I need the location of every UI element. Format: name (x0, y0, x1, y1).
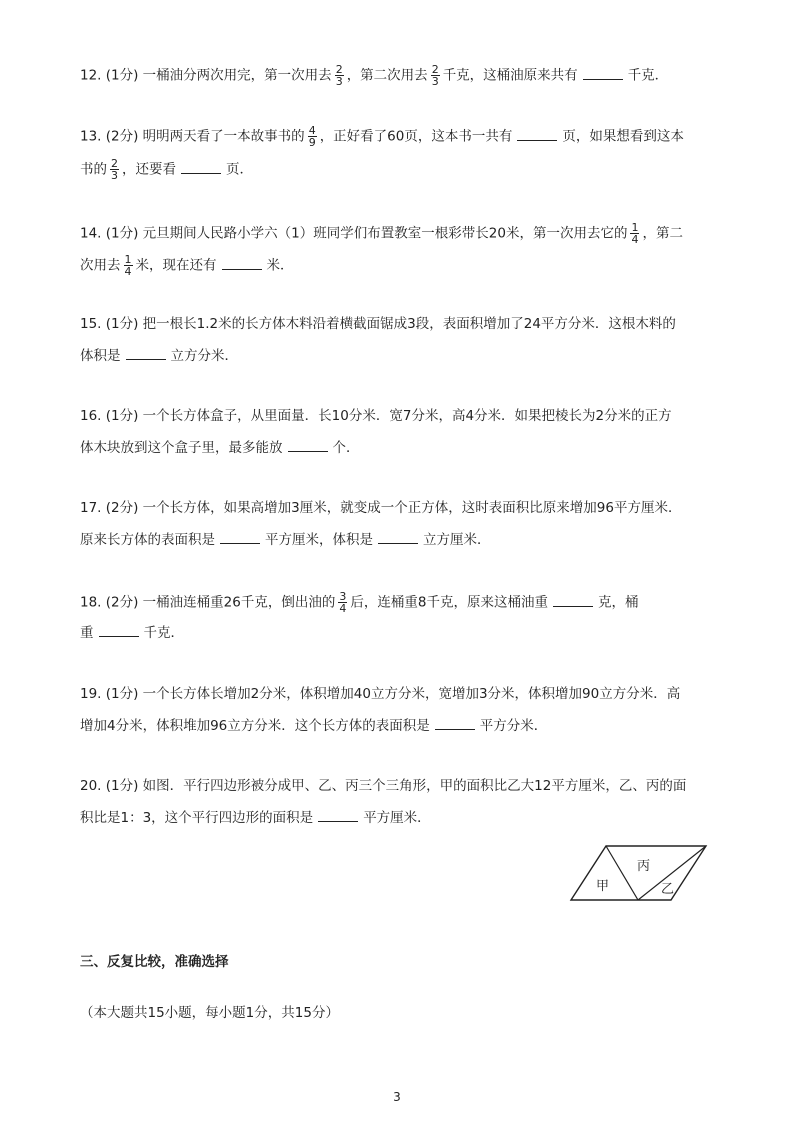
label-yi: 乙 (661, 882, 675, 897)
q19-text-c: 平方分米． (479, 718, 548, 734)
fraction (124, 254, 133, 277)
question-18-line2 (80, 623, 184, 643)
section-title (80, 952, 229, 972)
q13-text-f: 页． (226, 161, 253, 178)
answer-blank[interactable] (318, 809, 358, 822)
denominator: 9 (308, 136, 316, 149)
q12-text-a: 12. (1分) 一桶油分两次用完，第一次用去 (80, 67, 332, 84)
fraction (335, 64, 344, 87)
question-15-line2 (80, 346, 238, 366)
q18-text-d: 重 (80, 625, 94, 641)
q20-text-c: 平方厘米． (363, 810, 431, 826)
fraction (338, 591, 347, 614)
numerator: 2 (111, 157, 118, 170)
question-18-line1 (80, 591, 638, 614)
section-3-note: （本大题共15小题，每小题1分，共15分） (80, 1005, 339, 1021)
question-17-line2 (80, 530, 491, 550)
label-bing: 丙 (637, 859, 651, 874)
question-20-line2 (80, 808, 431, 828)
q18-text-e: 千克． (143, 625, 184, 641)
fraction (110, 158, 119, 181)
question-19-line2 (80, 716, 547, 736)
q14-text-d: 米，现在还有 (135, 257, 217, 274)
question-13-line1 (80, 125, 684, 148)
divider-line-1 (606, 846, 638, 900)
q13-text-c: 页，如果想看到这本 (562, 128, 684, 145)
q15-text-b: 体积是 (80, 348, 121, 364)
answer-blank[interactable] (126, 347, 166, 360)
answer-blank[interactable] (181, 161, 221, 174)
q15-text-a: 15. (1分) 把一根长1.2米的长方体木料沿着横截面锯成3段，表面积增加了24平方分米．这根木料的 (80, 316, 676, 332)
q13-text-d: 书的 (80, 161, 107, 178)
answer-blank[interactable] (99, 624, 139, 637)
answer-blank[interactable] (222, 257, 262, 270)
numerator: 2 (335, 63, 343, 76)
fraction (630, 222, 639, 245)
answer-blank[interactable] (378, 531, 418, 544)
question-13-line2 (80, 158, 253, 181)
numerator: 3 (339, 590, 347, 603)
q14-text-b: ，第二 (642, 225, 683, 242)
parallelogram-figure (566, 842, 714, 904)
question-14-line2 (80, 254, 294, 277)
section-3-title: 三、反复比较，准确选择 (80, 954, 229, 970)
question-16-line2 (80, 438, 360, 458)
q12-text-d: 千克． (627, 67, 669, 84)
fraction (308, 125, 317, 148)
fraction (431, 64, 440, 87)
q20-text-b: 积比是1：3，这个平行四边形的面积是 (80, 810, 314, 826)
denominator: 3 (111, 169, 118, 182)
numerator: 4 (308, 124, 316, 137)
answer-blank[interactable] (220, 531, 260, 544)
denominator: 3 (335, 75, 343, 88)
answer-blank[interactable] (517, 128, 557, 141)
denominator: 3 (431, 75, 439, 88)
answer-blank[interactable] (288, 439, 328, 452)
q13-text-e: ，还要看 (122, 161, 176, 178)
q14-text-e: 米． (266, 257, 294, 274)
page-number: 3 (393, 1090, 401, 1104)
denominator: 4 (631, 233, 639, 246)
question-20-line1 (80, 776, 686, 796)
label-jia: 甲 (596, 879, 610, 894)
q16-text-c: 个． (332, 440, 360, 456)
q17-text-c: 平方厘米，体积是 (265, 532, 373, 548)
q18-text-c: 克，桶 (597, 594, 639, 611)
q17-text-b: 原来长方体的表面积是 (80, 532, 215, 548)
denominator: 4 (124, 265, 132, 278)
section-note (80, 1003, 339, 1023)
q16-text-a: 16. (1分) 一个长方体盒子，从里面量．长10分米．宽7分米，高4分米．如果把棱长为2分米的正方 (80, 408, 672, 424)
q19-text-a: 19. (1分) 一个长方体长增加2分米，体积增加40立方分米，宽增加3分米，体积增加90立方分米．高 (80, 686, 681, 702)
q18-text-a: 18. (2分) 一桶油连桶重26千克，倒出油的 (80, 594, 336, 611)
q19-text-b: 增加4分米，体积堆加96立方分米．这个长方体的表面积是 (80, 718, 430, 734)
answer-blank[interactable] (553, 594, 593, 607)
q12-text-b: ，第二次用去 (346, 67, 428, 84)
numerator: 2 (431, 63, 439, 76)
q18-text-b: 后，连桶重8千克，原来这桶油重 (350, 594, 548, 611)
q15-text-c: 立方分米． (170, 348, 238, 364)
q17-text-d: 立方厘米． (423, 532, 491, 548)
question-16-line1 (80, 406, 672, 426)
answer-blank[interactable] (435, 717, 475, 730)
question-14-line1 (80, 222, 683, 245)
numerator: 1 (124, 253, 132, 266)
q13-text-a: 13. (2分) 明明两天看了一本故事书的 (80, 128, 305, 145)
denominator: 4 (339, 602, 347, 615)
q12-text-c: 千克，这桶油原来共有 (442, 67, 578, 84)
q16-text-b: 体木块放到这个盒子里，最多能放 (80, 440, 283, 456)
answer-blank[interactable] (583, 67, 623, 80)
question-17-line1 (80, 498, 681, 518)
question-19-line1 (80, 684, 680, 704)
q13-text-b: ，正好看了60页，这本书一共有 (319, 128, 513, 145)
q17-text-a: 17. (2分) 一个长方体，如果高增加3厘米，就变成一个正方体，这时表面积比原来增加96平方厘米． (80, 500, 682, 516)
q14-text-c: 次用去 (80, 257, 121, 274)
question-15-line1 (80, 314, 676, 334)
q20-text-a: 20. (1分) 如图．平行四边形被分成甲、乙、丙三个三角形，甲的面积比乙大12平方厘米，乙、丙的面 (80, 778, 687, 794)
numerator: 1 (631, 221, 639, 234)
q14-text-a: 14. (1分) 元旦期间人民路小学六（1）班同学们布置教室一根彩带长20米，第一次用去它的 (80, 225, 628, 242)
question-12 (80, 64, 668, 87)
